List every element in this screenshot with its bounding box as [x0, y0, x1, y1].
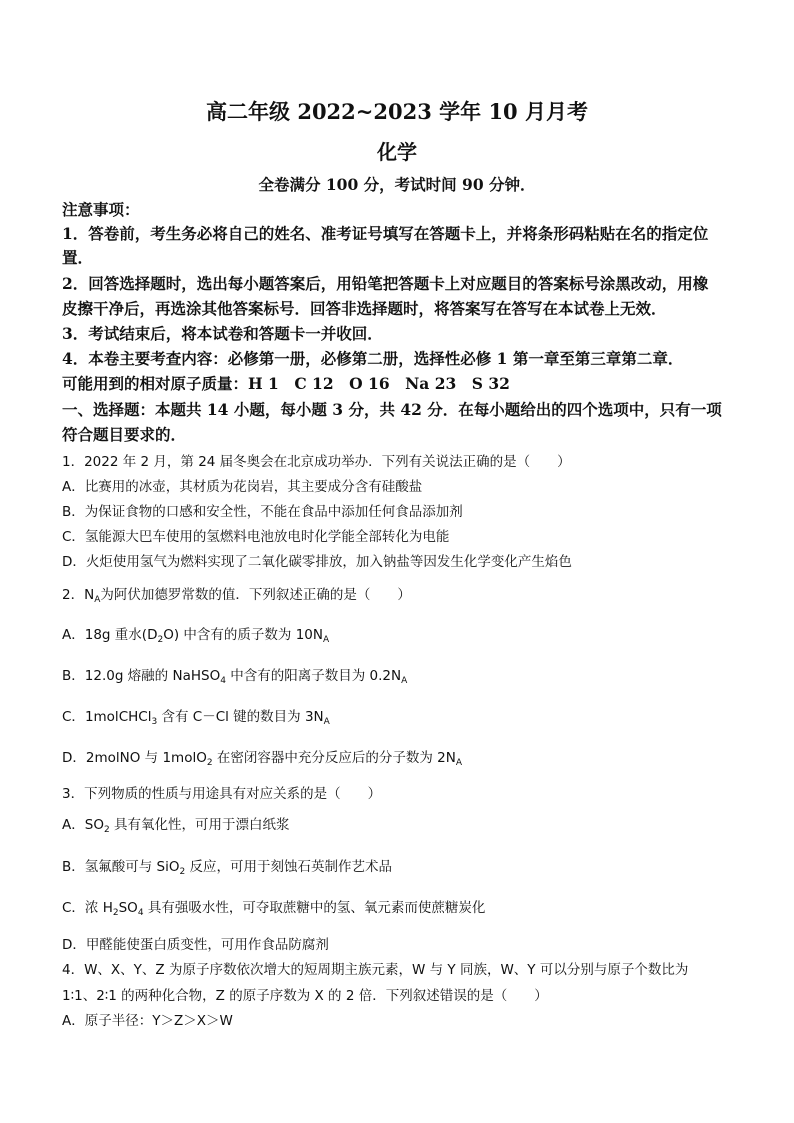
q2-option-c — [62, 705, 740, 725]
q2-a-label: A． — [62, 627, 85, 643]
q3-b-text-2: 反应，可用于刻蚀石英制作艺术品 — [185, 859, 393, 875]
q1-option-c: C．氢能源大巴车使用的氢燃料电池放电时化学能全部转化为电能 — [62, 529, 450, 545]
note-4: 4．本卷主要考查内容：必修第一册，必修第二册，选择性必修 1 第一章至第三章第二章． — [62, 349, 684, 368]
q3-b-text-1: B．氢氟酸可与 SiO — [62, 859, 180, 875]
q2-b-sub-2: A — [401, 676, 408, 686]
q3-c-text-3: 具有强吸水性，可夺取蔗糖中的氢、氧元素而使蔗糖炭化 — [143, 900, 486, 916]
notes-heading: 注意事项： — [62, 200, 140, 219]
q2-symbol-n: N — [84, 587, 95, 603]
q1-option-b: B．为保证食物的口感和安全性，不能在食品中添加任何食品添加剂 — [62, 504, 463, 520]
q3-c-text-1: C．浓 H — [62, 900, 113, 916]
section-1-heading-line-2: 符合题目要求的． — [62, 425, 187, 444]
q2-a-text-3: O) — [163, 627, 180, 643]
q2-a-sub-1: 2 — [157, 635, 164, 645]
q3-c-sub-2: 4 — [137, 908, 144, 918]
exam-title: 高二年级 2022~2023 学年 10 月月考 — [206, 99, 588, 124]
q2-option-d — [62, 746, 740, 766]
q2-a-text-2: (D — [141, 627, 158, 643]
q3-c-text-2: SO — [118, 900, 138, 916]
q2-symbol-sub: A — [94, 595, 101, 605]
q2-number: 2． — [62, 587, 85, 603]
q2-c-text-2: 含有 C－Cl 键的数目为 3N — [157, 709, 324, 725]
q4-stem-line-2: 1∶1、2∶1 的两种化合物，Z 的原子序数为 X 的 2 倍．下列叙述错误的是（ ） — [62, 988, 548, 1004]
q2-b-text-1: 12.0g 熔融的 NaHSO — [84, 668, 221, 684]
q2-option-b — [62, 664, 740, 684]
q4-stem-line-1: 4．W、X、Y、Z 为原子序数依次增大的短周期主族元素，W 与 Y 同族，W、Y 可以分别与原子个数比为 — [62, 962, 689, 978]
q3-a-label: A． — [62, 817, 85, 833]
q2-a-text-4: 中含有的质子数为 10N — [179, 627, 323, 643]
q3-c-sub-1: 2 — [112, 908, 119, 918]
q3-a-text-2: 具有氧化性，可用于漂白纸浆 — [109, 817, 290, 833]
q1-option-d: D．火炬使用氢气为燃料实现了二氧化碳零排放，加入钠盐等因发生化学变化产生焰色 — [62, 554, 572, 570]
q3-option-b — [62, 855, 740, 875]
q3-a-text-1: SO — [84, 817, 104, 833]
q3-option-d: D．甲醛能使蛋白质变性，可用作食品防腐剂 — [62, 937, 329, 953]
q2-c-sub-2: A — [323, 717, 330, 727]
q2-option-a — [62, 623, 740, 643]
subject-title: 化学 — [377, 140, 417, 164]
atomic-mass-line: 可能用到的相对原子质量：H 1 C 12 O 16 Na 23 S 32 — [62, 374, 510, 393]
note-1-line-2: 置． — [62, 248, 94, 267]
q2-b-label: B． — [62, 668, 85, 684]
q3-option-c — [62, 896, 740, 916]
q2-c-label: C． — [62, 709, 85, 725]
q4-option-a: A．原子半径：Y＞Z＞X＞W — [62, 1013, 233, 1029]
section-1-heading-line-1: 一、选择题：本题共 14 小题，每小题 3 分，共 42 分．在每小题给出的四个选项中，只有一项 — [62, 400, 722, 419]
q2-stem-text: 为阿伏加德罗常数的值．下列叙述正确的是（ ） — [100, 587, 411, 603]
q2-a-text-1: 18g 重水 — [84, 627, 142, 643]
q2-d-text-2: 在密闭容器中充分反应后的分子数为 2N — [212, 750, 456, 766]
q2-a-sub-2: A — [322, 635, 330, 645]
q2-stem — [62, 583, 740, 603]
note-2-line-2: 皮擦干净后，再选涂其他答案标号．回答非选择题时，将答案写在答写在本试卷上无效． — [62, 299, 667, 318]
q1-stem: 1．2022 年 2 月，第 24 届冬奥会在北京成功举办．下列有关说法正确的是（ ） — [62, 454, 571, 470]
q2-c-sub-1: 3 — [151, 717, 158, 727]
q2-b-sub-1: 4 — [220, 676, 226, 686]
q3-option-a — [62, 813, 740, 833]
q2-d-sub-1: 2 — [206, 758, 213, 768]
note-1-line-1: 1．答卷前，考生务必将自己的姓名、准考证号填写在答题卡上，并将条形码粘贴在名的指定位 — [62, 224, 709, 243]
score-info: 全卷满分 100 分，考试时间 90 分钟． — [258, 175, 536, 194]
q1-option-a: A．比赛用的冰壶，其材质为花岗岩，其主要成分含有硅酸盐 — [62, 479, 423, 495]
q2-d-label: D． — [62, 750, 86, 766]
note-3: 3．考试结束后，将本试卷和答题卡一并收回． — [62, 324, 383, 343]
q3-b-sub: 2 — [179, 867, 186, 877]
q3-stem: 3．下列物质的性质与用途具有对应关系的是（ ） — [62, 786, 382, 802]
note-2-line-1: 2．回答选择题时，选出每小题答案后，用铅笔把答题卡上对应题目的答案标号涂黑改动，用橡 — [62, 274, 709, 293]
q2-d-sub-2: A — [455, 758, 463, 768]
q3-a-sub: 2 — [103, 825, 110, 835]
q2-d-text-1: 2molNO 与 1molO — [85, 750, 207, 766]
q2-b-text-2: 中含有的阳离子数目为 0.2N — [225, 668, 402, 684]
q2-c-text-1: 1molCHCl — [84, 709, 152, 725]
